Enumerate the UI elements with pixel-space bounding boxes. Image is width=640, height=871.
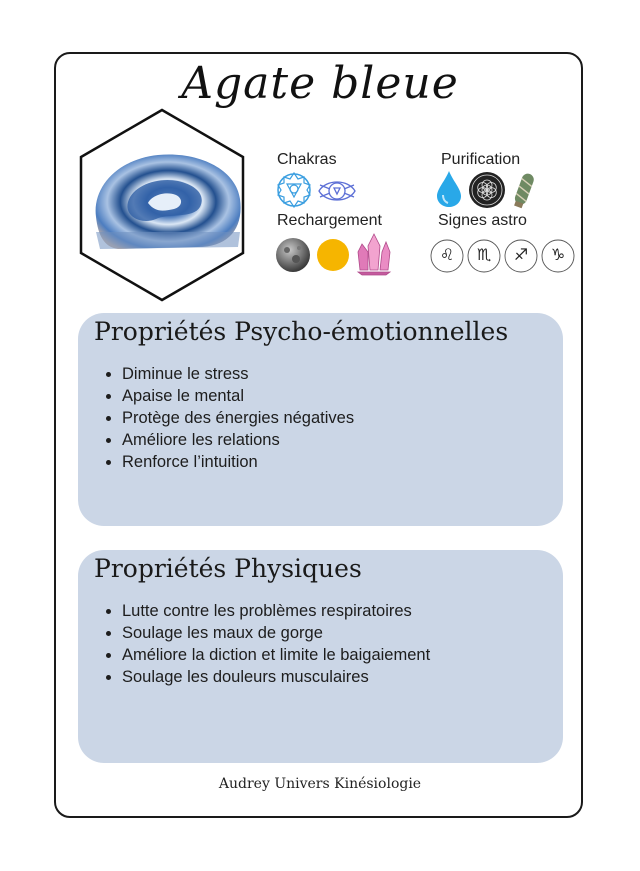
zodiac-signs-row xyxy=(428,236,578,276)
psycho-emotional-panel xyxy=(78,313,563,526)
page-title: Agate bleue xyxy=(181,58,459,109)
zodiac-capricorn-icon: ♑ xyxy=(550,245,566,264)
list-item: • Apaise le mental xyxy=(122,385,354,407)
list-item: • Soulage les maux de gorge xyxy=(122,622,430,644)
purification-label: Purification xyxy=(441,151,521,168)
physical-list xyxy=(102,600,430,688)
list-item: • Diminue le stress xyxy=(122,363,354,385)
list-item: • Renforce l’intuition xyxy=(122,451,354,473)
water-drop-icon xyxy=(435,169,463,209)
footer-credit: Audrey Univers Kinésiologie xyxy=(218,776,422,792)
rechargement-label: Rechargement xyxy=(277,212,382,229)
flower-of-life-icon xyxy=(468,171,506,209)
list-item: • Soulage les douleurs musculaires xyxy=(122,666,430,688)
sage-bundle-icon xyxy=(510,170,538,210)
physical-heading: Propriétés Physiques xyxy=(94,554,362,583)
stone-image-hexagon xyxy=(78,107,246,303)
psycho-heading: Propriétés Psycho-émotionnelles xyxy=(94,317,509,346)
agate-stone-image xyxy=(78,107,246,303)
third-eye-chakra-icon xyxy=(316,175,358,207)
zodiac-scorpio-icon: ♏ xyxy=(476,245,492,264)
list-item: • Améliore les relations xyxy=(122,429,354,451)
list-item: • Améliore la diction et limite le baigaiement xyxy=(122,644,430,666)
psycho-list xyxy=(102,363,354,473)
signes-astro-label: Signes astro xyxy=(438,212,527,229)
zodiac-sagittarius-icon: ♐ xyxy=(513,245,529,264)
chakras-label: Chakras xyxy=(277,151,337,168)
throat-chakra-icon xyxy=(275,171,313,209)
crystal-cluster-icon xyxy=(354,232,394,276)
zodiac-leo-icon: ♌ xyxy=(439,245,455,264)
list-item: • Protège des énergies négatives xyxy=(122,407,354,429)
sun-icon xyxy=(315,237,351,273)
moon-icon xyxy=(274,236,312,274)
list-item: • Lutte contre les problèmes respiratoires xyxy=(122,600,430,622)
physical-panel xyxy=(78,550,563,763)
